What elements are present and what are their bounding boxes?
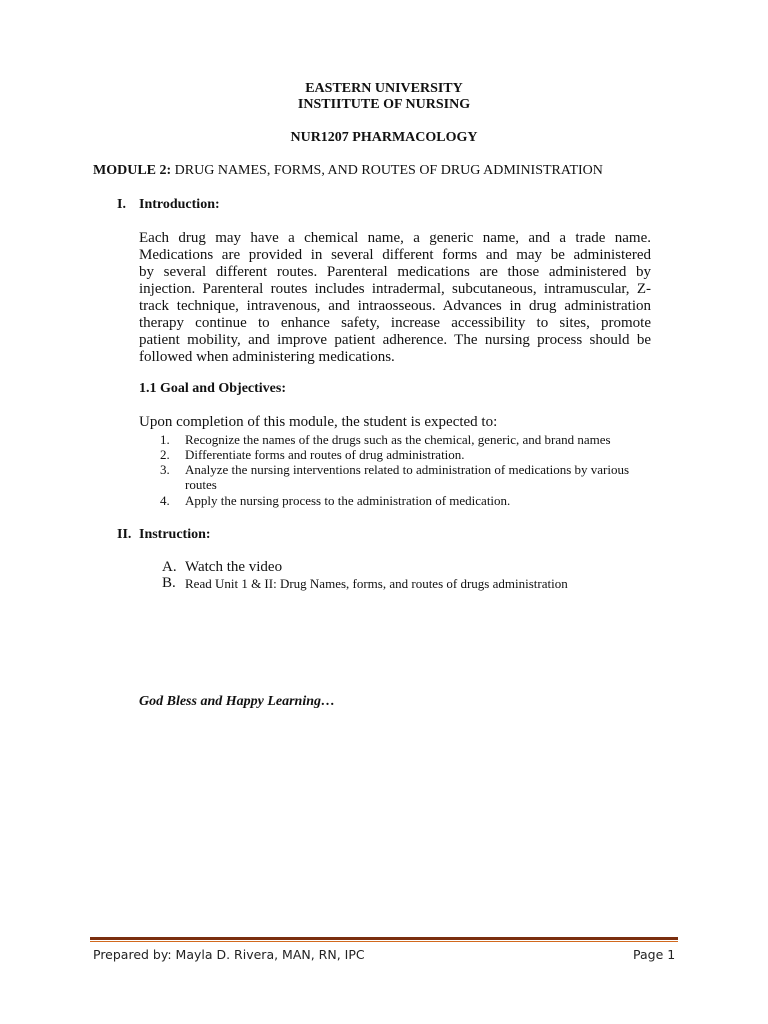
list-number: 4. (160, 493, 170, 508)
footer-page-number: Page 1 (633, 947, 676, 962)
course-title: NUR1207 PHARMACOLOGY (290, 130, 478, 145)
introduction-heading: Introduction: (139, 197, 220, 212)
footer-rule-dark (90, 937, 678, 940)
paragraph-line: therapy continue to enhance safety, increase accessibility to sites, promote (139, 315, 651, 331)
module-label: MODULE 2: (93, 163, 172, 178)
list-number: 3. (160, 462, 170, 477)
paragraph-line: Medications are provided in several different forms and may be administered (139, 247, 651, 263)
goals-heading: 1.1 Goal and Objectives: (139, 381, 286, 396)
instruction-letter: A. (162, 559, 177, 575)
instruction-heading: Instruction: (139, 527, 211, 542)
instruction-text: Watch the video (185, 559, 283, 575)
section-number-introduction: I. (117, 197, 126, 212)
list-text: Recognize the names of the drugs such as the chemical, generic, and brand names (185, 432, 611, 447)
goals-intro: Upon completion of this module, the student is expected to: (139, 414, 498, 430)
paragraph-line: Each drug may have a chemical name, a generic name, and a trade name. (139, 230, 651, 246)
module-name: DRUG NAMES, FORMS, AND ROUTES OF DRUG ADMINISTRATION (174, 163, 603, 178)
instruction-text: Read Unit 1 & II: Drug Names, forms, and routes of drugs administration (185, 576, 568, 591)
list-text: Differentiate forms and routes of drug administration. (185, 447, 465, 462)
instruction-letter: B. (162, 575, 176, 591)
footer-author: Prepared by: Mayla D. Rivera, MAN, RN, IPC (93, 947, 365, 962)
footer-rule-accent (90, 941, 678, 942)
module-title (93, 163, 603, 179)
list-text: routes (185, 477, 217, 492)
paragraph-line: by several different routes. Parenteral medications are those administered by (139, 264, 651, 280)
paragraph-line: injection. Parenteral routes includes intradermal, subcutaneous, intramuscular, Z- (139, 281, 651, 297)
paragraph-line: followed when administering medications. (139, 349, 395, 365)
university-name: EASTERN UNIVERSITY (305, 81, 463, 96)
list-number: 2. (160, 447, 170, 462)
paragraph-line: patient mobility, and improve patient adherence. The nursing process should be (139, 332, 651, 348)
closing-message: God Bless and Happy Learning… (139, 694, 336, 709)
list-text: Apply the nursing process to the administration of medication. (185, 493, 511, 508)
list-text: Analyze the nursing interventions related to administration of medications by various (185, 462, 630, 477)
introduction-paragraph (139, 230, 651, 366)
list-number: 1. (160, 432, 170, 447)
paragraph-line: track technique, intravenous, and intraosseous. Advances in drug administration (139, 298, 651, 314)
section-number-instruction: II. (117, 527, 132, 542)
institute-name: INSTIITUTE OF NURSING (297, 97, 471, 112)
